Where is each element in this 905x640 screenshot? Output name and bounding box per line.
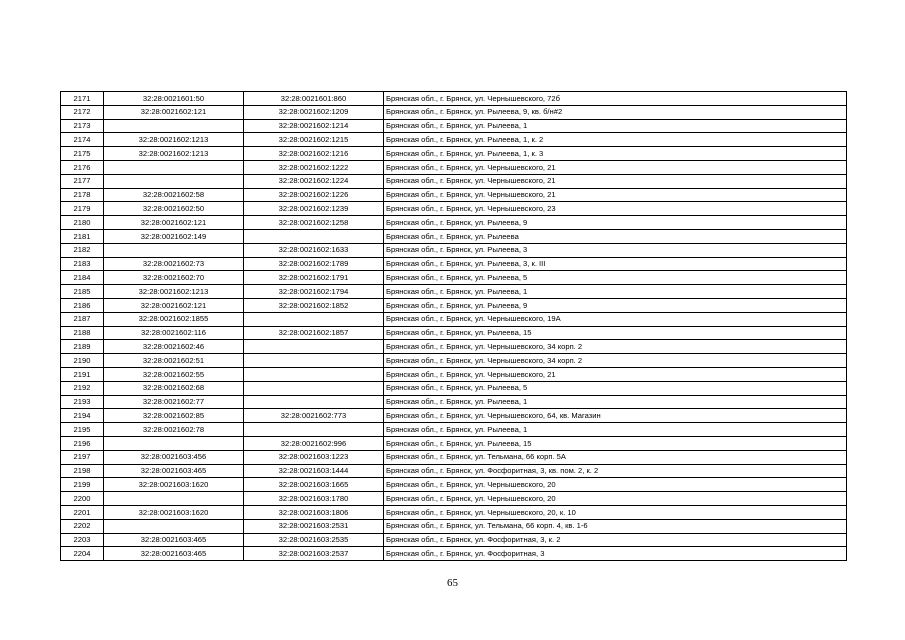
- row-number-cell: 2190: [61, 354, 104, 368]
- table-row: [61, 409, 847, 423]
- table-row: [61, 436, 847, 450]
- address-cell: Брянская обл., г. Брянск, ул. Фосфоритная, 3, кв. пом. 2, к. 2: [384, 464, 847, 478]
- row-number-cell: 2178: [61, 188, 104, 202]
- parent-cadastral-number-cell: 32:28:0021602:121: [104, 216, 244, 230]
- cadastral-number-cell: [244, 229, 384, 243]
- row-number-cell: 2192: [61, 381, 104, 395]
- table-row: [61, 381, 847, 395]
- row-number-cell: 2182: [61, 243, 104, 257]
- cadastral-number-cell: 32:28:0021603:1665: [244, 478, 384, 492]
- table-row: [61, 298, 847, 312]
- page-number: 65: [447, 577, 458, 589]
- table-row: [61, 367, 847, 381]
- address-cell: Брянская обл., г. Брянск, ул. Фосфоритная, 3: [384, 547, 847, 561]
- row-number-cell: 2181: [61, 229, 104, 243]
- row-number-cell: 2200: [61, 492, 104, 506]
- cadastral-number-cell: 32:28:0021602:1216: [244, 147, 384, 161]
- parent-cadastral-number-cell: [104, 519, 244, 533]
- parent-cadastral-number-cell: 32:28:0021603:1620: [104, 505, 244, 519]
- parent-cadastral-number-cell: [104, 436, 244, 450]
- cadastral-number-cell: 32:28:0021602:996: [244, 436, 384, 450]
- table-row: [61, 395, 847, 409]
- table-row: [61, 243, 847, 257]
- row-number-cell: 2180: [61, 216, 104, 230]
- cadastral-number-cell: 32:28:0021602:1215: [244, 133, 384, 147]
- address-cell: Брянская обл., г. Брянск, ул. Чернышевского, 34 корп. 2: [384, 354, 847, 368]
- row-number-cell: 2175: [61, 147, 104, 161]
- address-cell: Брянская обл., г. Брянск, ул. Рылеева, 1, к. 2: [384, 133, 847, 147]
- row-number-cell: 2202: [61, 519, 104, 533]
- parent-cadastral-number-cell: 32:28:0021602:50: [104, 202, 244, 216]
- cadastral-number-cell: 32:28:0021602:773: [244, 409, 384, 423]
- cadastral-number-cell: [244, 395, 384, 409]
- table-row: [61, 105, 847, 119]
- cadastral-number-cell: [244, 381, 384, 395]
- row-number-cell: 2204: [61, 547, 104, 561]
- cadastral-number-cell: 32:28:0021602:1794: [244, 285, 384, 299]
- parent-cadastral-number-cell: 32:28:0021602:68: [104, 381, 244, 395]
- parent-cadastral-number-cell: 32:28:0021603:456: [104, 450, 244, 464]
- parent-cadastral-number-cell: 32:28:0021602:149: [104, 229, 244, 243]
- parent-cadastral-number-cell: 32:28:0021602:121: [104, 298, 244, 312]
- parent-cadastral-number-cell: 32:28:0021602:121: [104, 105, 244, 119]
- cadastral-number-cell: 32:28:0021602:1239: [244, 202, 384, 216]
- address-cell: Брянская обл., г. Брянск, ул. Рылеева: [384, 229, 847, 243]
- cadastral-number-cell: [244, 367, 384, 381]
- parent-cadastral-number-cell: 32:28:0021602:77: [104, 395, 244, 409]
- address-cell: Брянская обл., г. Брянск, ул. Чернышевского, 72б: [384, 92, 847, 106]
- table-row: [61, 257, 847, 271]
- table-row: [61, 492, 847, 506]
- table-row: [61, 202, 847, 216]
- address-cell: Брянская обл., г. Брянск, ул. Чернышевского, 21: [384, 174, 847, 188]
- table-row: [61, 354, 847, 368]
- row-number-cell: 2187: [61, 312, 104, 326]
- row-number-cell: 2201: [61, 505, 104, 519]
- cadastral-number-cell: 32:28:0021603:2537: [244, 547, 384, 561]
- table-row: [61, 450, 847, 464]
- table-row: [61, 133, 847, 147]
- cadastral-number-cell: 32:28:0021603:2531: [244, 519, 384, 533]
- parent-cadastral-number-cell: 32:28:0021602:51: [104, 354, 244, 368]
- parent-cadastral-number-cell: 32:28:0021602:1213: [104, 147, 244, 161]
- row-number-cell: 2194: [61, 409, 104, 423]
- table-row: [61, 160, 847, 174]
- table-row: [61, 312, 847, 326]
- cadastral-number-cell: 32:28:0021602:1258: [244, 216, 384, 230]
- table-row: [61, 505, 847, 519]
- row-number-cell: 2183: [61, 257, 104, 271]
- row-number-cell: 2197: [61, 450, 104, 464]
- row-number-cell: 2188: [61, 326, 104, 340]
- cadastral-number-cell: 32:28:0021602:1226: [244, 188, 384, 202]
- table-row: [61, 423, 847, 437]
- row-number-cell: 2189: [61, 340, 104, 354]
- row-number-cell: 2171: [61, 92, 104, 106]
- parent-cadastral-number-cell: 32:28:0021602:46: [104, 340, 244, 354]
- address-cell: Брянская обл., г. Брянск, ул. Рылеева, 3, к. III: [384, 257, 847, 271]
- address-cell: Брянская обл., г. Брянск, ул. Чернышевского, 21: [384, 160, 847, 174]
- parent-cadastral-number-cell: 32:28:0021603:465: [104, 533, 244, 547]
- table-row: [61, 174, 847, 188]
- cadastral-number-cell: 32:28:0021603:2535: [244, 533, 384, 547]
- row-number-cell: 2176: [61, 160, 104, 174]
- parent-cadastral-number-cell: [104, 160, 244, 174]
- row-number-cell: 2195: [61, 423, 104, 437]
- cadastral-number-cell: 32:28:0021602:1214: [244, 119, 384, 133]
- cadastral-number-cell: 32:28:0021603:1444: [244, 464, 384, 478]
- parent-cadastral-number-cell: 32:28:0021603:465: [104, 547, 244, 561]
- table-row: [61, 326, 847, 340]
- row-number-cell: 2172: [61, 105, 104, 119]
- cadastral-number-cell: [244, 312, 384, 326]
- cadastral-number-cell: [244, 423, 384, 437]
- address-cell: Брянская обл., г. Брянск, ул. Чернышевского, 34 корп. 2: [384, 340, 847, 354]
- table-row: [61, 229, 847, 243]
- parent-cadastral-number-cell: 32:28:0021601:50: [104, 92, 244, 106]
- cadastral-number-cell: 32:28:0021602:1222: [244, 160, 384, 174]
- table-row: [61, 216, 847, 230]
- row-number-cell: 2203: [61, 533, 104, 547]
- table-row: [61, 285, 847, 299]
- address-cell: Брянская обл., г. Брянск, ул. Тельмана, 66 корп. 4, кв. 1-6: [384, 519, 847, 533]
- address-cell: Брянская обл., г. Брянск, ул. Чернышевского, 64, кв. Магазин: [384, 409, 847, 423]
- cadastral-number-cell: 32:28:0021602:1852: [244, 298, 384, 312]
- address-cell: Брянская обл., г. Брянск, ул. Рылеева, 1: [384, 423, 847, 437]
- table-row: [61, 519, 847, 533]
- row-number-cell: 2193: [61, 395, 104, 409]
- address-cell: Брянская обл., г. Брянск, ул. Чернышевского, 20, к. 10: [384, 505, 847, 519]
- cadastral-number-cell: 32:28:0021603:1806: [244, 505, 384, 519]
- cadastral-number-cell: 32:28:0021603:1780: [244, 492, 384, 506]
- parent-cadastral-number-cell: [104, 492, 244, 506]
- row-number-cell: 2186: [61, 298, 104, 312]
- cadastral-number-cell: 32:28:0021602:1791: [244, 271, 384, 285]
- table-row: [61, 464, 847, 478]
- table-row: [61, 340, 847, 354]
- table-row: [61, 119, 847, 133]
- parent-cadastral-number-cell: 32:28:0021602:1213: [104, 133, 244, 147]
- parent-cadastral-number-cell: 32:28:0021602:1855: [104, 312, 244, 326]
- table-row: [61, 533, 847, 547]
- row-number-cell: 2174: [61, 133, 104, 147]
- table-row: [61, 478, 847, 492]
- address-cell: Брянская обл., г. Брянск, ул. Чернышевского, 23: [384, 202, 847, 216]
- address-cell: Брянская обл., г. Брянск, ул. Чернышевского, 20: [384, 492, 847, 506]
- parent-cadastral-number-cell: 32:28:0021602:116: [104, 326, 244, 340]
- cadastral-number-cell: 32:28:0021602:1224: [244, 174, 384, 188]
- address-cell: Брянская обл., г. Брянск, ул. Рылеева, 3: [384, 243, 847, 257]
- registry-table: [60, 91, 847, 561]
- address-cell: Брянская обл., г. Брянск, ул. Рылеева, 9: [384, 216, 847, 230]
- address-cell: Брянская обл., г. Брянск, ул. Чернышевского, 21: [384, 367, 847, 381]
- parent-cadastral-number-cell: 32:28:0021602:55: [104, 367, 244, 381]
- address-cell: Брянская обл., г. Брянск, ул. Чернышевского, 19А: [384, 312, 847, 326]
- table-row: [61, 147, 847, 161]
- row-number-cell: 2199: [61, 478, 104, 492]
- address-cell: Брянская обл., г. Брянск, ул. Рылеева, 1: [384, 119, 847, 133]
- row-number-cell: 2173: [61, 119, 104, 133]
- parent-cadastral-number-cell: [104, 243, 244, 257]
- address-cell: Брянская обл., г. Брянск, ул. Рылеева, 9, кв. б/н#2: [384, 105, 847, 119]
- parent-cadastral-number-cell: 32:28:0021602:1213: [104, 285, 244, 299]
- cadastral-number-cell: 32:28:0021602:1857: [244, 326, 384, 340]
- address-cell: Брянская обл., г. Брянск, ул. Тельмана, 66 корп. 5А: [384, 450, 847, 464]
- cadastral-number-cell: [244, 354, 384, 368]
- table-row: [61, 188, 847, 202]
- row-number-cell: 2184: [61, 271, 104, 285]
- registry-table-body: [61, 92, 847, 561]
- address-cell: Брянская обл., г. Брянск, ул. Рылеева, 9: [384, 298, 847, 312]
- cadastral-number-cell: 32:28:0021602:1209: [244, 105, 384, 119]
- address-cell: Брянская обл., г. Брянск, ул. Рылеева, 5: [384, 271, 847, 285]
- parent-cadastral-number-cell: 32:28:0021603:1620: [104, 478, 244, 492]
- parent-cadastral-number-cell: 32:28:0021602:58: [104, 188, 244, 202]
- address-cell: Брянская обл., г. Брянск, ул. Рылеева, 1, к. 3: [384, 147, 847, 161]
- cadastral-number-cell: 32:28:0021602:1789: [244, 257, 384, 271]
- address-cell: Брянская обл., г. Брянск, ул. Рылеева, 1: [384, 395, 847, 409]
- parent-cadastral-number-cell: 32:28:0021602:70: [104, 271, 244, 285]
- address-cell: Брянская обл., г. Брянск, ул. Рылеева, 15: [384, 326, 847, 340]
- address-cell: Брянская обл., г. Брянск, ул. Чернышевского, 21: [384, 188, 847, 202]
- parent-cadastral-number-cell: 32:28:0021602:73: [104, 257, 244, 271]
- row-number-cell: 2196: [61, 436, 104, 450]
- address-cell: Брянская обл., г. Брянск, ул. Фосфоритная, 3, к. 2: [384, 533, 847, 547]
- parent-cadastral-number-cell: [104, 119, 244, 133]
- cadastral-number-cell: 32:28:0021603:1223: [244, 450, 384, 464]
- cadastral-number-cell: [244, 340, 384, 354]
- parent-cadastral-number-cell: 32:28:0021603:465: [104, 464, 244, 478]
- parent-cadastral-number-cell: 32:28:0021602:85: [104, 409, 244, 423]
- address-cell: Брянская обл., г. Брянск, ул. Рылеева, 5: [384, 381, 847, 395]
- row-number-cell: 2177: [61, 174, 104, 188]
- cadastral-number-cell: 32:28:0021601:860: [244, 92, 384, 106]
- row-number-cell: 2198: [61, 464, 104, 478]
- address-cell: Брянская обл., г. Брянск, ул. Рылеева, 15: [384, 436, 847, 450]
- row-number-cell: 2179: [61, 202, 104, 216]
- table-row: [61, 92, 847, 106]
- parent-cadastral-number-cell: [104, 174, 244, 188]
- row-number-cell: 2185: [61, 285, 104, 299]
- table-row: [61, 547, 847, 561]
- row-number-cell: 2191: [61, 367, 104, 381]
- parent-cadastral-number-cell: 32:28:0021602:78: [104, 423, 244, 437]
- table-row: [61, 271, 847, 285]
- address-cell: Брянская обл., г. Брянск, ул. Рылеева, 1: [384, 285, 847, 299]
- cadastral-number-cell: 32:28:0021602:1633: [244, 243, 384, 257]
- address-cell: Брянская обл., г. Брянск, ул. Чернышевского, 20: [384, 478, 847, 492]
